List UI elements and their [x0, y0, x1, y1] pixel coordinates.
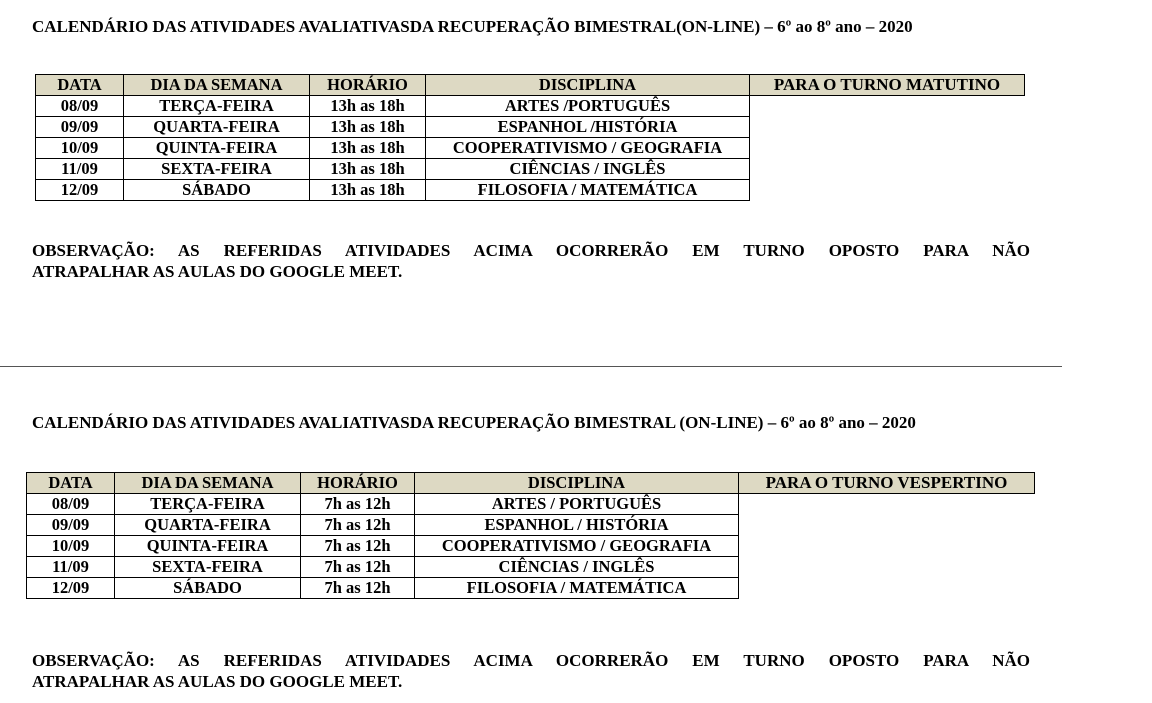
cell-subject: ESPANHOL / HISTÓRIA — [415, 515, 739, 536]
cell-date: 12/09 — [27, 578, 115, 599]
header-dia-da-semana: DIA DA SEMANA — [115, 473, 301, 494]
table-header-row — [36, 75, 1025, 96]
cell-time: 13h as 18h — [310, 180, 426, 201]
section-title: CALENDÁRIO DAS ATIVIDADES AVALIATIVASDA RECUPERAÇÃO BIMESTRAL (ON-LINE) – 6º ao 8º ano – 2020 — [32, 413, 916, 432]
table-row — [36, 138, 1025, 159]
table-header-row — [27, 473, 1035, 494]
cell-subject: ARTES / PORTUGUÊS — [415, 494, 739, 515]
observation-line-1: OBSERVAÇÃO: AS REFERIDAS ATIVIDADES ACIMA OCORRERÃO EM TURNO OPOSTO PARA NÃO — [32, 651, 1030, 670]
table-row — [36, 180, 1025, 201]
header-disciplina: DISCIPLINA — [415, 473, 739, 494]
cell-weekday: QUARTA-FEIRA — [124, 117, 310, 138]
cell-date: 08/09 — [27, 494, 115, 515]
cell-time: 7h as 12h — [301, 494, 415, 515]
schedule-table-matutino — [35, 74, 1025, 201]
cell-subject: CIÊNCIAS / INGLÊS — [426, 159, 750, 180]
section-divider — [0, 366, 1062, 367]
cell-weekday: SEXTA-FEIRA — [124, 159, 310, 180]
table-row — [27, 515, 1035, 536]
observation-line-2: ATRAPALHAR AS AULAS DO GOOGLE MEET. — [32, 672, 403, 691]
cell-date: 10/09 — [27, 536, 115, 557]
table-row — [36, 159, 1025, 180]
header-horario: HORÁRIO — [310, 75, 426, 96]
cell-weekday: SÁBADO — [115, 578, 301, 599]
table-row — [27, 557, 1035, 578]
turno-label: PARA O TURNO MATUTINO — [750, 75, 1025, 96]
table-row — [36, 96, 1025, 117]
cell-weekday: QUINTA-FEIRA — [115, 536, 301, 557]
cell-weekday: QUINTA-FEIRA — [124, 138, 310, 159]
header-disciplina: DISCIPLINA — [426, 75, 750, 96]
schedule-table-vespertino — [26, 472, 1035, 599]
section-title: CALENDÁRIO DAS ATIVIDADES AVALIATIVASDA RECUPERAÇÃO BIMESTRAL(ON-LINE) – 6º ao 8º ano – 2020 — [32, 17, 913, 36]
header-data: DATA — [36, 75, 124, 96]
observation-line-2: ATRAPALHAR AS AULAS DO GOOGLE MEET. — [32, 262, 403, 281]
header-dia-da-semana: DIA DA SEMANA — [124, 75, 310, 96]
observation-note — [32, 650, 1030, 692]
cell-subject: ESPANHOL /HISTÓRIA — [426, 117, 750, 138]
cell-date: 10/09 — [36, 138, 124, 159]
cell-date: 09/09 — [27, 515, 115, 536]
cell-date: 11/09 — [27, 557, 115, 578]
table-row — [27, 494, 1035, 515]
cell-weekday: TERÇA-FEIRA — [124, 96, 310, 117]
cell-time: 13h as 18h — [310, 138, 426, 159]
cell-time: 13h as 18h — [310, 159, 426, 180]
header-data: DATA — [27, 473, 115, 494]
cell-date: 11/09 — [36, 159, 124, 180]
table-row — [36, 117, 1025, 138]
observation-line-1: OBSERVAÇÃO: AS REFERIDAS ATIVIDADES ACIMA OCORRERÃO EM TURNO OPOSTO PARA NÃO — [32, 241, 1030, 260]
cell-date: 12/09 — [36, 180, 124, 201]
cell-subject: COOPERATIVISMO / GEOGRAFIA — [426, 138, 750, 159]
cell-time: 7h as 12h — [301, 578, 415, 599]
cell-time: 13h as 18h — [310, 117, 426, 138]
turno-label: PARA O TURNO VESPERTINO — [739, 473, 1035, 494]
cell-time: 7h as 12h — [301, 515, 415, 536]
cell-weekday: TERÇA-FEIRA — [115, 494, 301, 515]
cell-date: 08/09 — [36, 96, 124, 117]
cell-subject: ARTES /PORTUGUÊS — [426, 96, 750, 117]
cell-time: 7h as 12h — [301, 536, 415, 557]
cell-weekday: SÁBADO — [124, 180, 310, 201]
cell-subject: FILOSOFIA / MATEMÁTICA — [415, 578, 739, 599]
observation-note — [32, 240, 1030, 282]
cell-subject: CIÊNCIAS / INGLÊS — [415, 557, 739, 578]
cell-subject: FILOSOFIA / MATEMÁTICA — [426, 180, 750, 201]
cell-weekday: SEXTA-FEIRA — [115, 557, 301, 578]
cell-time: 13h as 18h — [310, 96, 426, 117]
cell-weekday: QUARTA-FEIRA — [115, 515, 301, 536]
cell-subject: COOPERATIVISMO / GEOGRAFIA — [415, 536, 739, 557]
cell-date: 09/09 — [36, 117, 124, 138]
table-row — [27, 536, 1035, 557]
header-horario: HORÁRIO — [301, 473, 415, 494]
table-row — [27, 578, 1035, 599]
cell-time: 7h as 12h — [301, 557, 415, 578]
